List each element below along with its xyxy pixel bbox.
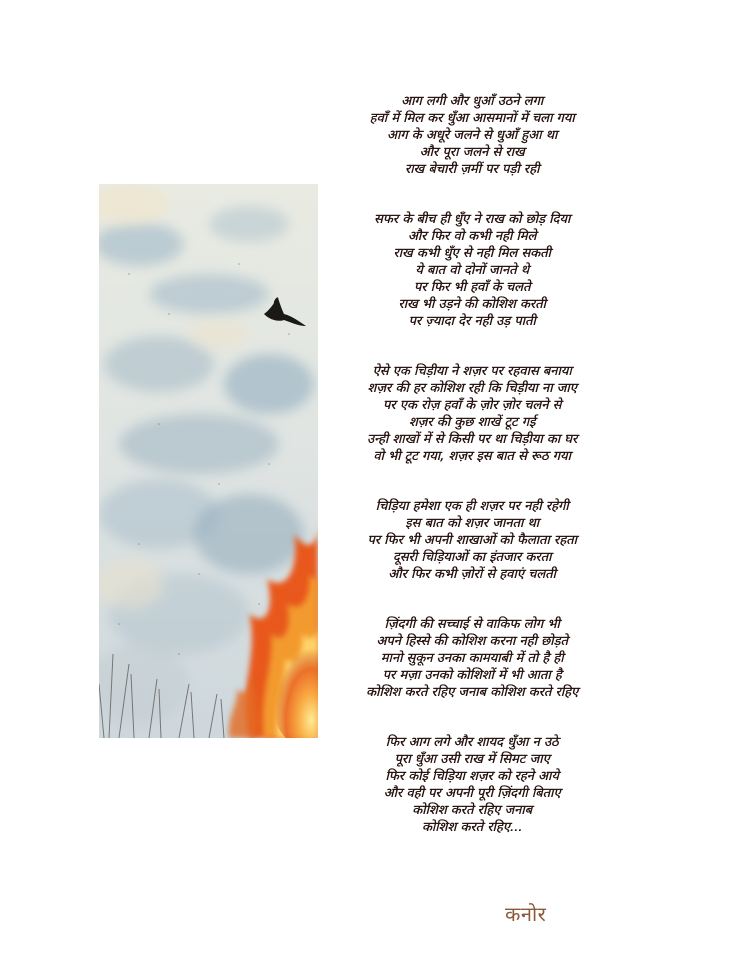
poem-line: और फिर वो कभी नही मिले	[407, 229, 537, 244]
poem-line: उन्ही शाखों में से किसी पर था चिड़ीया का घर	[366, 432, 578, 447]
poem-line: इस बात को शज़र जानता था	[405, 516, 539, 531]
poem-line: पर एक रोज़ हवाँ के ज़ोर ज़ोर चलने से	[382, 398, 562, 413]
poem-line: ऐसे एक चिड़ीया ने शज़र पर रहवास बनाया	[372, 364, 572, 379]
poem-line: पर ज़्यादा देर नही उड़ पाती	[408, 314, 536, 329]
fire-smoke-bird-photo	[99, 184, 318, 738]
poem-line: फिर कोई चिड़िया शज़र को रहने आये	[385, 769, 559, 784]
poem-line: और फिर कभी ज़ोरों से हवाएं चलती	[388, 567, 556, 582]
poem-line: ये बात वो दोनों जानते थे	[415, 263, 529, 278]
poem-line: शज़र की हर कोशिश रही कि चिड़ीया ना जाए	[367, 381, 577, 396]
poem-line: आग के अधूरे जलने से धुआँ हुआ था	[386, 128, 558, 143]
poem-line: चिड़िया हमेशा एक ही शज़र पर नही रहेगी	[375, 499, 569, 514]
poem-line: ज़िंदगी की सच्चाई से वाकिफ लोग भी	[384, 617, 560, 632]
poem-line: हवाँ में मिल कर धुँआ आसमानों में चला गया	[369, 111, 575, 126]
poem-line: सफर के बीच ही धुँए ने राख को छोड़ दिया	[373, 212, 571, 227]
poem-line: राख भी उड़ने की कोशिश करती	[398, 297, 546, 312]
poem-line: आग लगी और धुआँ उठने लगा	[400, 94, 544, 109]
stanza	[322, 93, 622, 178]
stanza	[322, 211, 622, 330]
poem-line: कोशिश करते रहिए जनाब	[412, 803, 532, 818]
poem	[322, 93, 622, 836]
poem-line: कोशिश करते रहिए जनाब कोशिश करते रहिए	[365, 685, 579, 700]
poem-line: दूसरी चिड़ियाओं का इंतजार करता	[392, 550, 552, 565]
poem-line: और पूरा जलने से राख	[419, 145, 525, 160]
stanza	[322, 616, 622, 701]
poem-line: पूरा धुँआ उसी राख में सिमट जाए	[394, 752, 550, 767]
stanza	[322, 734, 622, 836]
poem-line: और वही पर अपनी पूरी ज़िंदगी बिताए	[383, 786, 561, 801]
poem-line: राख कभी धुँए से नही मिल सकती	[393, 246, 551, 261]
poem-line: वो भी टूट गया, शज़र इस बात से रूठ गया	[373, 449, 571, 464]
poem-line: पर फिर भी अपनी शाखाओं को फैलाता रहता	[367, 533, 577, 548]
poem-line: फिर आग लगे और शायद धुँआ न उठे	[385, 735, 559, 750]
poem-line: पर मज़ा उनको कोशिशों में भी आता है	[382, 668, 562, 683]
stanza	[322, 498, 622, 583]
stanza	[322, 363, 622, 465]
author-signature: कनोर	[505, 902, 547, 926]
poem-line: शज़र की कुछ शाखें टूट गई	[408, 415, 536, 430]
poem-line: मानो सुकून उनका कामयाबी में तो है ही	[380, 651, 564, 666]
poem-line: पर फिर भी हवाँ के चलते	[413, 280, 531, 295]
poem-line: अपने हिस्से की कोशिश करना नही छोड़ते	[376, 634, 568, 649]
poem-line: कोशिश करते रहिए...	[421, 820, 523, 835]
poem-line: राख बेचारी ज़मीं पर पड़ी रही	[404, 162, 540, 177]
